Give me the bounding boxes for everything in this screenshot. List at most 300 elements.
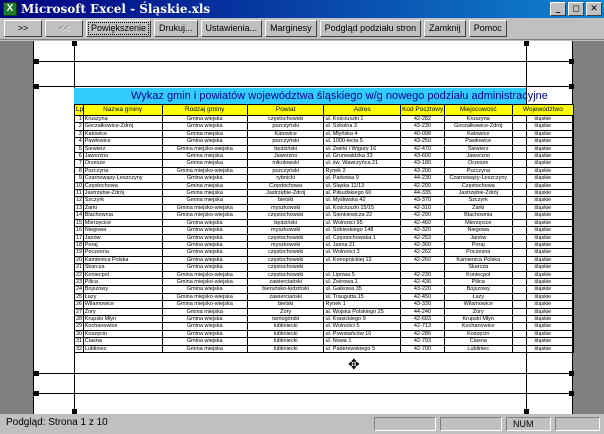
cell-gmina: Kochanowice	[83, 323, 162, 330]
page-break-preview-button[interactable]: Podgląd podziału stron	[320, 20, 422, 37]
table-row	[75, 241, 574, 248]
cell-wojewodztwo: śląskie	[512, 308, 573, 315]
cell-rodzaj: Gmina wiejska	[162, 138, 247, 145]
cell-rodzaj: Gmina wiejska	[162, 330, 247, 337]
cell-wojewodztwo: śląskie	[512, 130, 573, 137]
cell-powiat: bieruńsko-lędziński	[247, 286, 324, 293]
cell-adres: ul. Sienkiewicza 22	[324, 212, 401, 219]
cell-powiat: Jaworzno	[247, 153, 324, 160]
cell-kod: 42-310	[401, 204, 445, 211]
cell-miejscowosc: Janów	[444, 234, 512, 241]
help-button[interactable]: Pomoc	[469, 20, 507, 37]
move-cursor-icon: ✥	[348, 357, 360, 373]
cell-powiat: lubliniecki	[247, 338, 324, 345]
cell-miejscowosc: Szczyrk	[444, 197, 512, 204]
cell-rodzaj: Gmina miejska	[162, 197, 247, 204]
cell-wojewodztwo: śląskie	[512, 271, 573, 278]
table-row	[75, 315, 574, 322]
cell-kod: 43-180	[401, 160, 445, 167]
cell-powiat: Częstochowa	[247, 182, 324, 189]
table-row	[75, 167, 574, 174]
cell-kod: 44-240	[401, 308, 445, 315]
print-preview-area	[0, 41, 604, 414]
print-button[interactable]: Drukuj...	[154, 20, 198, 37]
cell-gmina: Czarnowąsy-Leszczyny	[83, 175, 162, 182]
cell-wojewodztwo: śląskie	[512, 278, 573, 285]
cell-kod: 42-360	[401, 241, 445, 248]
cell-kod: 43-600	[401, 153, 445, 160]
cell-rodzaj: Gmina wiejska	[162, 338, 247, 345]
cell-adres: ul. Traugutta 15	[324, 293, 401, 300]
cell-kod: 43-370	[401, 197, 445, 204]
cell-lp: 15	[76, 219, 83, 226]
cell-gmina: Szczyrk	[83, 197, 162, 204]
margin-handle[interactable]	[569, 391, 574, 396]
cell-wojewodztwo: śląskie	[512, 190, 573, 197]
cell-kod: 42-700	[401, 345, 445, 352]
cell-powiat: częstochowski	[247, 271, 324, 278]
cell-kod: 42-200	[401, 182, 445, 189]
page-status: Podgląd: Strona 1 z 10	[6, 417, 108, 428]
cell-rodzaj: Gmina miejsko-wiejska	[162, 167, 247, 174]
cell-gmina: Żory	[83, 308, 162, 315]
cell-adres: ul. Młyńska 4	[324, 130, 401, 137]
cell-gmina: Żarki	[83, 204, 162, 211]
margin-handle[interactable]	[34, 371, 39, 376]
cell-gmina: Krupski Młyn	[83, 315, 162, 322]
cell-rodzaj: Gmina wiejska	[162, 219, 247, 226]
cell-rodzaj: Gmina wiejska	[162, 116, 247, 123]
close-window-button[interactable]: ✕	[586, 2, 602, 16]
cell-wojewodztwo: śląskie	[512, 145, 573, 152]
cell-wojewodztwo: śląskie	[512, 286, 573, 293]
cell-adres: ul. Częstochowska 1	[324, 234, 401, 241]
cell-gmina: Łazy	[83, 293, 162, 300]
header-adres: Adres	[324, 105, 401, 116]
cell-miejscowosc: Jaworzno	[444, 153, 512, 160]
cell-kod: 43-200	[401, 167, 445, 174]
cell-powiat: będziński	[247, 145, 324, 152]
table-row	[75, 160, 574, 167]
sheet-content	[74, 88, 563, 371]
cell-gmina: Poraj	[83, 241, 162, 248]
cell-rodzaj: Gmina miejsko-wiejska	[162, 271, 247, 278]
cell-powiat: częstochowski	[247, 264, 324, 271]
cell-rodzaj: Gmina miejsko-wiejska	[162, 204, 247, 211]
cell-miejscowosc: Orzesze	[444, 160, 512, 167]
window-title: Microsoft Excel - Śląskie.xls	[21, 2, 211, 16]
cell-rodzaj: Gmina miejska	[162, 345, 247, 352]
cell-kod: 42-230	[401, 271, 445, 278]
minimize-button[interactable]: _	[550, 2, 566, 16]
margin-handle[interactable]	[569, 84, 574, 89]
cell-adres: Rynek 1	[324, 301, 401, 308]
cell-miejscowosc: Siewierz	[444, 145, 512, 152]
footer-margin-line[interactable]	[34, 393, 574, 394]
cell-adres: ul. Żwirowa 1	[324, 278, 401, 285]
margin-handle[interactable]	[34, 84, 39, 89]
cell-lp: 6	[75, 153, 84, 160]
cell-powiat: lubliniecki	[247, 345, 324, 352]
cell-lp: 16	[76, 227, 83, 234]
cell-miejscowosc: Lubliniec	[444, 345, 512, 352]
cell-adres: ul. Nowa 1	[324, 338, 401, 345]
header-kod: Kod Pocztowy	[401, 105, 445, 116]
header-rodzaj: Rodzaj gminy	[162, 105, 247, 116]
cell-gmina: Pilica	[83, 278, 162, 285]
cell-kod: 42-286	[401, 330, 445, 337]
cell-miejscowosc: Koszęcin	[444, 330, 512, 337]
cell-kod: 42-262	[401, 249, 445, 256]
cell-powiat: częstochowski	[247, 256, 324, 263]
cell-lp: 22	[76, 271, 83, 278]
cell-miejscowosc: Kruszyna	[444, 116, 512, 123]
cell-lp: 23	[76, 278, 83, 285]
table-row	[75, 227, 574, 234]
cell-rodzaj: Gmina miejsko-wiejska	[162, 145, 247, 152]
header-lp: Lp	[75, 105, 84, 116]
cell-adres: ul. Śląska 11/13	[324, 182, 401, 189]
cell-wojewodztwo: śląskie	[512, 167, 573, 174]
close-preview-button[interactable]: Zamknij	[424, 20, 466, 37]
cell-adres: al. Piłsudskiego 60	[324, 190, 401, 197]
cell-wojewodztwo: śląskie	[512, 323, 573, 330]
cell-miejscowosc: Jastrzębie-Zdrój	[444, 190, 512, 197]
cell-rodzaj: Gmina miejska	[162, 130, 247, 137]
cell-miejscowosc: Żarki	[444, 204, 512, 211]
cell-wojewodztwo: śląskie	[512, 315, 573, 322]
cell-miejscowosc: Mierzęcice	[444, 219, 512, 226]
cell-lp: 29	[76, 323, 83, 330]
bottom-margin-line[interactable]	[34, 373, 574, 374]
cell-kod: 43-330	[401, 301, 445, 308]
cell-gmina: Niegowa	[83, 227, 162, 234]
status-panel	[440, 417, 502, 431]
cell-miejscowosc: Goczałkowice-Zdrój	[444, 123, 512, 130]
cell-gmina: Goczałkowice-Zdrój	[83, 123, 162, 130]
title-bar	[0, 0, 604, 18]
table-row	[75, 330, 574, 337]
cell-lp: 9	[75, 175, 84, 182]
cell-gmina: Kruszyna	[83, 116, 162, 123]
cell-gmina: Częstochowa	[83, 182, 162, 189]
header-gmina: Nazwa gminy	[83, 105, 162, 116]
cell-adres: Rynek 2	[324, 167, 401, 174]
table-row	[75, 234, 574, 241]
table-row	[75, 130, 574, 137]
cell-powiat: Żory	[247, 308, 324, 315]
cell-lp: 5	[75, 145, 84, 152]
cell-wojewodztwo: śląskie	[512, 345, 573, 352]
cell-rodzaj: Gmina miejska	[162, 190, 247, 197]
cell-kod: 42-282	[401, 116, 445, 123]
cell-powiat: Katowice	[247, 130, 324, 137]
cell-adres: ul. św. Wawrzyńca 21	[324, 160, 401, 167]
table-row	[75, 204, 574, 211]
window-controls	[548, 2, 602, 16]
header-margin-line[interactable]	[34, 61, 574, 62]
cell-adres	[324, 264, 401, 271]
cell-adres: ul. Gaikowa 35	[324, 286, 401, 293]
cell-rodzaj: Gmina wiejska	[162, 249, 247, 256]
cell-lp: 27	[76, 308, 83, 315]
cell-gmina: Siewierz	[83, 145, 162, 152]
cell-miejscowosc: Kamienica Polska	[444, 256, 512, 263]
cell-wojewodztwo: śląskie	[512, 293, 573, 300]
margin-handle[interactable]	[524, 41, 529, 46]
cell-adres: al. Wojska Polskiego 25	[324, 308, 401, 315]
table-row	[75, 175, 574, 182]
table-row	[75, 264, 574, 271]
cell-gmina: Blachownia	[83, 212, 162, 219]
zoom-button[interactable]: Powiększenie	[86, 20, 151, 37]
table-row	[75, 219, 574, 226]
cell-powiat: częstochowski	[247, 212, 324, 219]
margin-handle[interactable]	[569, 371, 574, 376]
cell-gmina: Koniecpol	[83, 271, 162, 278]
cell-adres: ul. Szkolna 3	[324, 123, 401, 130]
cell-kod: 43-220	[401, 286, 445, 293]
restore-button[interactable]: ◻	[568, 2, 584, 16]
cell-gmina: Kamienica Polska	[83, 256, 162, 263]
cell-rodzaj: Gmina miejska	[162, 308, 247, 315]
cell-adres: ul. Parkowa 9	[324, 175, 401, 182]
cell-rodzaj: Gmina wiejska	[162, 256, 247, 263]
cell-rodzaj: Gmina wiejska	[162, 323, 247, 330]
cell-kod: 42-470	[401, 145, 445, 152]
cell-wojewodztwo: śląskie	[512, 123, 573, 130]
status-panel	[555, 417, 600, 431]
sheet-title: Wykaz gmin i powiatów województwa śląskiego w/g nowego podziału administracyjne	[74, 88, 526, 104]
cell-lp: 1	[75, 116, 84, 123]
num-lock-indicator: NUM	[506, 417, 551, 431]
cell-lp: 11	[76, 190, 82, 197]
cell-powiat: pszczyński	[247, 138, 324, 145]
cell-miejscowosc: Poraj	[444, 241, 512, 248]
cell-gmina: Wilamowice	[83, 301, 162, 308]
cell-miejscowosc: Pszczyna	[444, 167, 512, 174]
cell-gmina: Koszęcin	[83, 330, 162, 337]
cell-kod: 40-098	[401, 130, 445, 137]
status-panel	[374, 417, 436, 431]
cell-adres: ul. Krasickiego 9	[324, 315, 401, 322]
cell-powiat: myszkowski	[247, 227, 324, 234]
cell-powiat: myszkowski	[247, 204, 324, 211]
cell-adres: ul. Kościuszki 1	[324, 116, 401, 123]
cell-rodzaj: Gmina wiejska	[162, 227, 247, 234]
status-bar	[0, 414, 604, 434]
table-row	[75, 308, 574, 315]
margin-handle[interactable]	[569, 59, 574, 64]
cell-miejscowosc: Wilamowice	[444, 301, 512, 308]
cell-miejscowosc: Częstochowa	[444, 182, 512, 189]
cell-powiat: mikołowski	[247, 160, 324, 167]
cell-wojewodztwo: śląskie	[512, 234, 573, 241]
cell-kod: 42-253	[401, 234, 445, 241]
cell-powiat: bielski	[247, 301, 324, 308]
cell-wojewodztwo: śląskie	[512, 219, 573, 226]
cell-wojewodztwo: śląskie	[512, 227, 573, 234]
cell-miejscowosc: Koniecpol	[444, 271, 512, 278]
cell-rodzaj: Gmina wiejska	[162, 315, 247, 322]
table-row	[75, 182, 574, 189]
cell-lp: 17	[76, 234, 83, 241]
table-row	[75, 278, 574, 285]
cell-rodzaj: Gmina miejsko-wiejska	[162, 301, 247, 308]
cell-miejscowosc: Blachownia	[444, 212, 512, 219]
cell-kod: 43-230	[401, 123, 445, 130]
cell-gmina: Bojszowy	[83, 286, 162, 293]
cell-kod	[401, 264, 445, 271]
page-setup-button[interactable]: Ustawienia...	[201, 20, 263, 37]
cell-rodzaj: Gmina miejsko-wiejska	[162, 293, 247, 300]
preview-toolbar	[0, 18, 604, 40]
cell-miejscowosc: Pilica	[444, 278, 512, 285]
table-row	[75, 271, 574, 278]
margin-handle[interactable]	[34, 391, 39, 396]
cell-wojewodztwo: śląskie	[512, 301, 573, 308]
table-row	[75, 123, 574, 130]
cell-gmina: Jaworzno	[83, 153, 162, 160]
cell-powiat: bielski	[247, 197, 324, 204]
cell-lp: 24	[76, 286, 83, 293]
cell-wojewodztwo: śląskie	[512, 138, 573, 145]
cell-powiat: pszczyński	[247, 167, 324, 174]
cell-powiat: lubliniecki	[247, 330, 324, 337]
cell-rodzaj: Gmina miejska	[162, 160, 247, 167]
cell-lp: 12	[76, 197, 83, 204]
header-miejscowosc: Miejscowość	[444, 105, 512, 116]
cell-lp: 25	[76, 293, 83, 300]
cell-powiat: częstochowski	[247, 116, 324, 123]
cell-gmina: Ciasna	[83, 338, 162, 345]
cell-adres: ul. Powstańców 10	[324, 330, 401, 337]
cell-lp: 4	[75, 138, 84, 145]
cell-gmina: Poczesna	[83, 249, 162, 256]
margins-button[interactable]: Marginesy	[265, 20, 317, 37]
cell-kod: 44-230	[401, 175, 445, 182]
cell-miejscowosc: Niegowa	[444, 227, 512, 234]
cell-adres: ul. Sobieskiego 148	[324, 227, 401, 234]
cell-miejscowosc: Pawłowice	[444, 138, 512, 145]
table-row	[75, 286, 574, 293]
cell-wojewodztwo: śląskie	[512, 256, 573, 263]
table-row	[75, 212, 574, 219]
cell-adres: ul. Wolności 3	[324, 249, 401, 256]
cell-lp: 14	[76, 212, 83, 219]
cell-gmina: Skarcza	[83, 264, 162, 271]
cell-kod: 42-260	[401, 256, 445, 263]
cell-powiat: zawierciański	[247, 278, 324, 285]
cell-rodzaj: Gmina wiejska	[162, 123, 247, 130]
cell-rodzaj: Gmina wiejska	[162, 175, 247, 182]
cell-kod: 42-793	[401, 338, 445, 345]
cell-wojewodztwo: śląskie	[512, 197, 573, 204]
cell-kod: 42-320	[401, 227, 445, 234]
margin-handle[interactable]	[72, 41, 77, 46]
cell-kod: 44-335	[401, 190, 445, 197]
next-page-button[interactable]: >>	[4, 20, 42, 37]
cell-wojewodztwo: śląskie	[512, 182, 573, 189]
cell-rodzaj: Gmina miejsko-wiejska	[162, 212, 247, 219]
municipality-table	[74, 104, 574, 353]
excel-icon[interactable]: X	[3, 2, 17, 16]
table-row	[75, 345, 574, 352]
cell-gmina: Pszczyna	[83, 167, 162, 174]
cell-powiat: rybnicki	[247, 175, 324, 182]
table-row	[75, 145, 574, 152]
top-margin-line[interactable]	[34, 86, 574, 87]
cell-miejscowosc: Katowice	[444, 130, 512, 137]
preview-page[interactable]	[33, 41, 573, 414]
cell-kod: 42-436	[401, 278, 445, 285]
cell-kod: 42-460	[401, 219, 445, 226]
cell-powiat: częstochowski	[247, 234, 324, 241]
cell-kod: 42-290	[401, 212, 445, 219]
cell-miejscowosc: Bojszowy	[444, 286, 512, 293]
table-row	[75, 323, 574, 330]
cell-lp: 18	[76, 241, 83, 248]
cell-lp: 31	[76, 338, 83, 345]
cell-adres: ul. Kościuszki 15/15	[324, 204, 401, 211]
cell-adres: ul. Jasna 21	[324, 241, 401, 248]
cell-miejscowosc: Poczesna	[444, 249, 512, 256]
cell-adres: ul. Wolności 95	[324, 219, 401, 226]
cell-miejscowosc: Żory	[444, 308, 512, 315]
cell-lp: 30	[76, 330, 83, 337]
cell-wojewodztwo: śląskie	[512, 241, 573, 248]
cell-powiat: tarnogórski	[247, 315, 324, 322]
header-wojewodztwo: Województwo	[512, 105, 573, 116]
table-header-row	[75, 105, 574, 116]
header-powiat: Powiat	[247, 105, 324, 116]
cell-gmina: Jastrzębie-Zdrój	[83, 190, 162, 197]
margin-handle[interactable]	[34, 59, 39, 64]
cell-adres: ul. Myśliwska 42	[324, 197, 401, 204]
cell-lp: 3	[75, 130, 84, 137]
cell-lp: 13	[76, 204, 83, 211]
cell-adres: ul. Grunwaldzka 33	[324, 153, 401, 160]
cell-adres: ul. 1000-lecia 5	[324, 138, 401, 145]
cell-wojewodztwo: śląskie	[512, 204, 573, 211]
cell-rodzaj: Gmina wiejska	[162, 286, 247, 293]
table-row	[75, 301, 574, 308]
cell-gmina: Lubliniec	[83, 345, 162, 352]
cell-lp: 7	[75, 160, 84, 167]
cell-lp: 21	[76, 264, 83, 271]
table-row	[75, 338, 574, 345]
cell-powiat: myszkowski	[247, 241, 324, 248]
cell-gmina: Mierzęcice	[83, 219, 162, 226]
previous-page-button[interactable]: <<	[45, 20, 83, 37]
cell-adres: ul. Paderewskiego 5	[324, 345, 401, 352]
cell-powiat: częstochowski	[247, 249, 324, 256]
cell-powiat: pszczyński	[247, 123, 324, 130]
cell-wojewodztwo: śląskie	[512, 264, 573, 271]
cell-wojewodztwo: śląskie	[512, 212, 573, 219]
cell-lp: 28	[76, 315, 83, 322]
cell-gmina: Pawłowice	[83, 138, 162, 145]
cell-lp: 26	[76, 301, 83, 308]
table-row	[75, 249, 574, 256]
cell-wojewodztwo: śląskie	[512, 330, 573, 337]
cell-adres: ul. Żwirki i Wigury 16	[324, 145, 401, 152]
cell-kod: 43-250	[401, 138, 445, 145]
cell-adres: ul. Lipowa 5	[324, 271, 401, 278]
cell-powiat: będziński	[247, 219, 324, 226]
cell-adres: ul. Konopnickiej 12	[324, 256, 401, 263]
cell-kod: 42-693	[401, 315, 445, 322]
